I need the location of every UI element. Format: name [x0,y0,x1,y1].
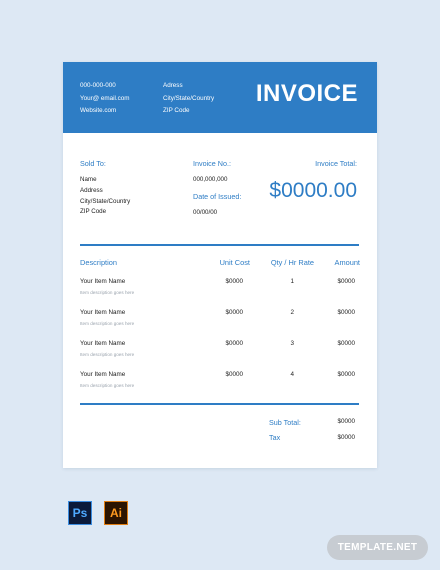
invoice-total-label: Invoice Total: [315,159,357,168]
address-zip: ZIP Code [163,107,190,114]
invoice-title: INVOICE [255,80,358,107]
subtotal-label: Sub Total: [269,418,301,427]
row-item-description: Item description goes here [80,352,135,357]
row-amount: $0000 [337,340,355,347]
row-item-name: Your Item Name [80,340,126,347]
illustrator-icon: Ai [104,501,128,525]
invoice-header [63,62,377,133]
contact-website: Website.com [80,107,117,114]
table-top-rule [80,244,359,246]
column-header-unit-cost: Unit Cost [219,258,250,267]
contact-email: Your@ email.com [80,94,130,102]
row-item-description: Item description goes here [80,321,135,326]
sold-to-zip: ZIP Code [80,208,107,216]
invoice-no-label: Invoice No.: [193,159,231,168]
row-unit-cost: $0000 [225,340,243,347]
column-header-qty: Qty / Hr Rate [270,258,314,267]
address-city: City/State/Country [163,94,215,102]
row-item-name: Your Item Name [80,278,126,285]
row-amount: $0000 [337,371,355,378]
date-issued-value: 00/00/00 [193,209,218,216]
row-item-description: Item description goes here [80,290,135,295]
column-header-description: Description [80,258,117,267]
invoice-no-value: 000,000,000 [193,176,228,183]
subtotal-value: $0000 [337,418,355,425]
contact-phone: 000-000-000 [80,82,116,89]
row-qty: 2 [290,309,294,316]
invoice-total-value: $0000.00 [269,179,357,202]
tax-value: $0000 [337,434,355,441]
row-unit-cost: $0000 [225,278,243,285]
row-item-description: Item description goes here [80,383,135,388]
row-unit-cost: $0000 [225,309,243,316]
sold-to-label: Sold To: [80,159,106,168]
row-qty: 3 [290,340,294,347]
table-bottom-rule [80,403,359,405]
contact-block [80,80,130,118]
address-line: Adress [163,82,183,89]
row-amount: $0000 [337,309,355,316]
date-issued-label: Date of Issued: [193,192,242,201]
sold-to-block [80,175,130,218]
row-qty: 1 [290,278,294,285]
sold-to-address: Address [80,186,103,194]
sold-to-city: City/State/Country [80,197,131,205]
row-amount: $0000 [337,278,355,285]
column-header-amount: Amount [334,258,360,267]
row-unit-cost: $0000 [225,371,243,378]
tax-label: Tax [269,433,281,442]
sold-to-name: Name [80,176,97,183]
address-block [163,80,214,118]
row-qty: 4 [290,371,294,378]
photoshop-icon: Ps [68,501,92,525]
row-item-name: Your Item Name [80,309,126,316]
row-item-name: Your Item Name [80,371,126,378]
invoice-document [63,62,377,468]
template-net-watermark: TEMPLATE.NET [327,535,428,560]
